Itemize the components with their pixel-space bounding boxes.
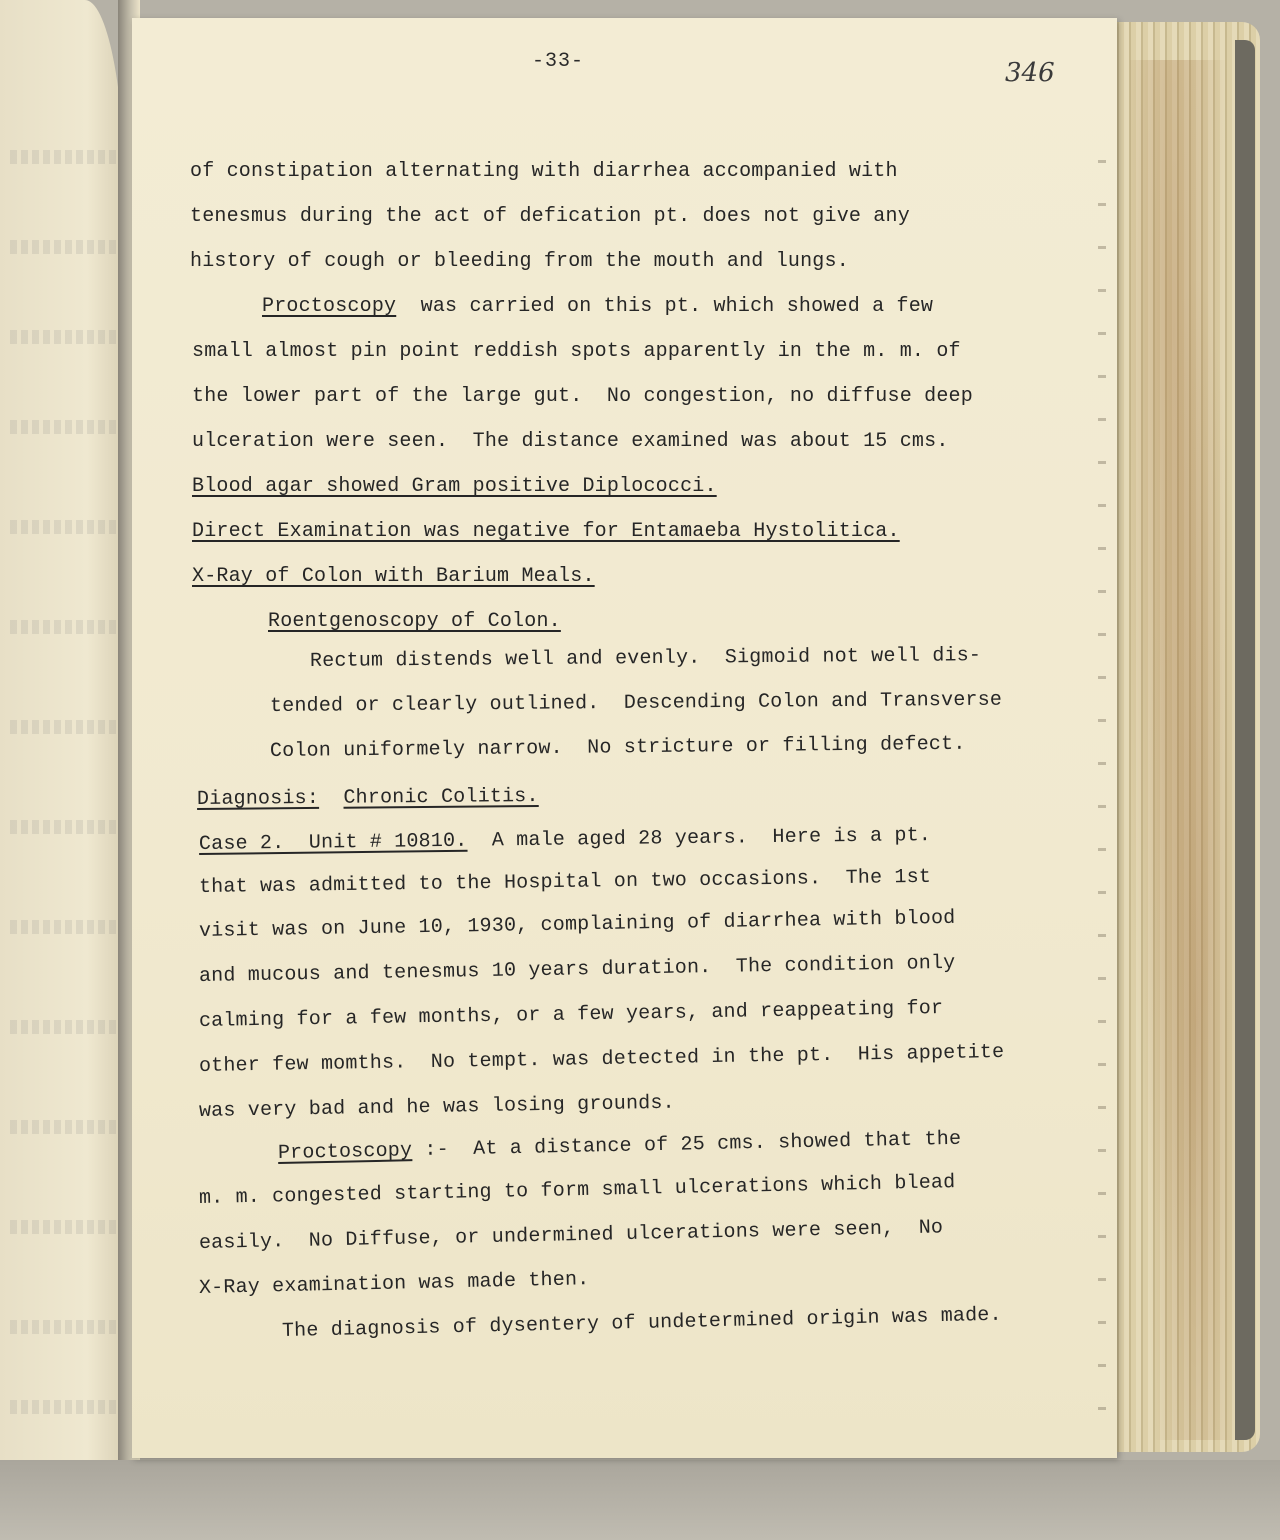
underlined-text: Roentgenoscopy of Colon. <box>268 610 561 633</box>
bleed-through-text <box>10 1120 120 1134</box>
underlined-text: Proctoscopy <box>277 1139 413 1165</box>
text-line <box>262 295 933 318</box>
text-run: A male aged 28 years. Here is a pt. <box>467 824 932 853</box>
text-run: other few momths. No tempt. was detected in the pt. His appetite <box>198 1040 1005 1078</box>
underlined-text: Diagnosis: <box>196 786 320 811</box>
bleed-through-text <box>10 150 120 164</box>
text-run: calming for a few months, or a few years, and reappeating for <box>198 997 944 1033</box>
text-run: history of cough or bleeding from the mouth and lungs. <box>190 250 849 273</box>
text-run: The diagnosis of dysentery of undetermined origin was made. <box>281 1303 1002 1343</box>
text-run: :- At a distance of 25 cms. showed that the <box>411 1127 962 1163</box>
text-line <box>190 205 910 228</box>
text-run: Colon uniformely narrow. No stricture or filling defect. <box>269 732 966 763</box>
text-line <box>192 565 595 588</box>
text-run: tended or clearly outlined. Descending Colon and Transverse <box>269 688 1003 718</box>
book-cover-edge <box>1235 40 1255 1440</box>
underlined-text: Direct Examination was negative for Entamaeba Hystolitica. <box>192 520 900 543</box>
underlined-text: X-Ray of Colon with Barium Meals. <box>192 565 595 588</box>
bleed-through-text <box>10 420 120 434</box>
text-line <box>192 430 949 453</box>
bleed-through-text <box>10 1020 120 1034</box>
text-run <box>319 787 344 810</box>
text-run: visit was on June 10, 1930, complaining of diarrhea with blood <box>198 906 956 943</box>
text-run: ulceration were seen. The distance examined was about 15 cms. <box>192 430 949 453</box>
left-page-edge <box>0 0 125 1540</box>
text-run: Rectum distends well and evenly. Sigmoid not well dis- <box>309 644 982 673</box>
text-line <box>192 340 961 363</box>
underlined-text: Case 2. Unit # 10810. <box>198 829 468 856</box>
text-line <box>190 160 898 183</box>
text-run: small almost pin point reddish spots apparently in the m. m. of <box>192 340 961 363</box>
text-run: the lower part of the large gut. No congestion, no diffuse deep <box>192 385 973 408</box>
page-perforation <box>1098 120 1106 1420</box>
text-run: easily. No Diffuse, or undermined ulcerations were seen, No <box>198 1216 944 1255</box>
bleed-through-text <box>10 520 120 534</box>
bleed-through-text <box>10 330 120 344</box>
underlined-text: Proctoscopy <box>262 295 397 318</box>
text-run: was very bad and he was losing grounds. <box>198 1091 676 1123</box>
bleed-through-text <box>10 1320 120 1334</box>
text-line <box>190 250 849 273</box>
text-line <box>192 475 717 498</box>
text-run: that was admitted to the Hospital on two occasions. The 1st <box>198 865 932 899</box>
table-surface <box>0 1460 1280 1540</box>
text-run: m. m. congested starting to form small ulcerations which blead <box>198 1171 956 1210</box>
underlined-text: Blood agar showed Gram positive Diplococci. <box>192 475 717 498</box>
bleed-through-text <box>10 240 120 254</box>
page-number: -33- <box>532 50 585 73</box>
text-line <box>197 785 539 811</box>
bleed-through-text <box>10 720 120 734</box>
text-line <box>268 610 561 633</box>
text-run: tenesmus during the act of defication pt. does not give any <box>190 205 910 228</box>
bleed-through-text <box>10 1400 120 1414</box>
edge-stain <box>1130 60 1240 1440</box>
bleed-through-text <box>10 920 120 934</box>
text-run: of constipation alternating with diarrhea accompanied with <box>190 160 898 183</box>
handwritten-folio-number: 346 <box>1005 58 1055 88</box>
underlined-text: Chronic Colitis. <box>343 785 539 810</box>
bleed-through-text <box>10 820 120 834</box>
text-run: was carried on this pt. which showed a few <box>396 295 934 318</box>
bleed-through-text <box>10 1220 120 1234</box>
text-run: X-Ray examination was made then. <box>198 1268 590 1300</box>
text-line <box>192 520 900 543</box>
text-line <box>192 385 973 408</box>
bleed-through-text <box>10 620 120 634</box>
text-run: and mucous and tenesmus 10 years duration. The condition only <box>198 951 956 988</box>
